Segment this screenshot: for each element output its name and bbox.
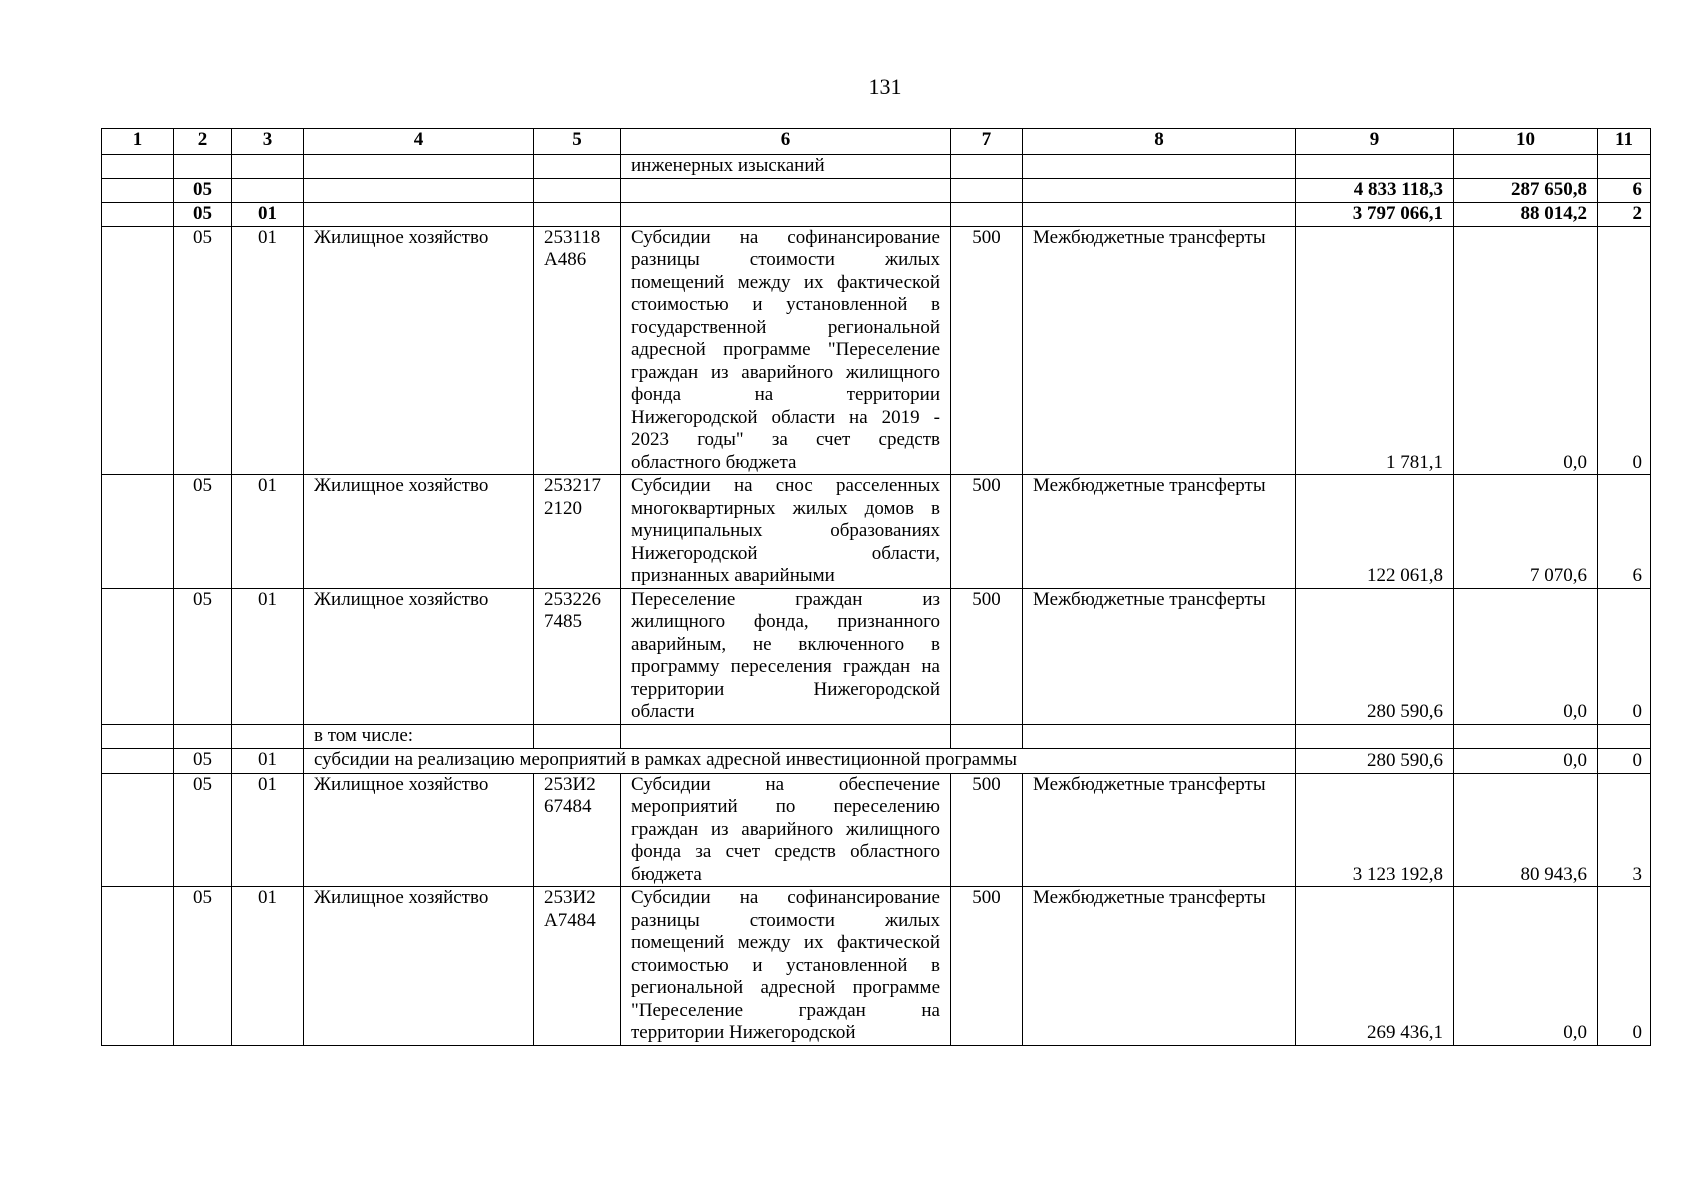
cell-section: 05 bbox=[174, 748, 232, 773]
cell-name bbox=[304, 178, 534, 202]
table-row bbox=[102, 202, 1651, 226]
cell-type-name: Межбюджетные трансферты bbox=[1023, 226, 1296, 475]
cell-section: 05 bbox=[174, 588, 232, 724]
cell-amount-10: 80 943,6 bbox=[1454, 773, 1598, 887]
cell-amount-10: 88 014,2 bbox=[1454, 202, 1598, 226]
cell-section: 05 bbox=[174, 178, 232, 202]
cell-description-line: стоимостью и установленной в bbox=[631, 954, 940, 976]
table-row bbox=[102, 773, 1651, 887]
header-cell-1: 1 bbox=[102, 129, 174, 155]
cell-type-code bbox=[951, 202, 1023, 226]
header-cell-11: 11 bbox=[1598, 129, 1651, 155]
cell-col1 bbox=[102, 724, 174, 748]
cell-description bbox=[621, 202, 951, 226]
cell-code-line: А7484 bbox=[544, 909, 596, 931]
table-row bbox=[102, 748, 1651, 773]
cell-code bbox=[534, 773, 621, 887]
cell-amount-10: 287 650,8 bbox=[1454, 178, 1598, 202]
cell-description-line: бюджета bbox=[631, 863, 702, 885]
cell-amount-10: 0,0 bbox=[1454, 226, 1598, 475]
cell-amount-11: 0 bbox=[1598, 588, 1651, 724]
header-cell-5: 5 bbox=[534, 129, 621, 155]
header-cell-9: 9 bbox=[1296, 129, 1454, 155]
cell-code-line: 67484 bbox=[544, 796, 592, 817]
cell-code-line: 253И2 bbox=[544, 773, 596, 795]
cell-description-line: жилищного фонда, признанного bbox=[631, 611, 940, 632]
cell-code-line: 253217 bbox=[544, 475, 601, 496]
cell-col1 bbox=[102, 475, 174, 589]
cell-description-line: адресной программе "Переселение bbox=[631, 339, 940, 360]
cell-code bbox=[534, 202, 621, 226]
table-row bbox=[102, 475, 1651, 589]
cell-code-line: 253И2 bbox=[544, 887, 596, 908]
cell-amount-11: 3 bbox=[1598, 773, 1651, 887]
cell-type-name: Межбюджетные трансферты bbox=[1023, 588, 1296, 724]
cell-code-line: 253226 bbox=[544, 588, 601, 610]
cell-description-line: граждан из аварийного жилищного bbox=[631, 818, 940, 840]
cell-amount-9 bbox=[1296, 724, 1454, 748]
cell-amount-10: 0,0 bbox=[1454, 887, 1598, 1046]
cell-description-line: разницы стоимости жилых bbox=[631, 909, 940, 931]
cell-amount-9: 269 436,1 bbox=[1296, 887, 1454, 1046]
cell-description-line: Субсидии на софинансирование bbox=[631, 887, 940, 908]
cell-description-line: Нижегородской области, bbox=[631, 542, 940, 564]
cell-col1 bbox=[102, 887, 174, 1046]
cell-section: 05 bbox=[174, 887, 232, 1046]
cell-description-line: Субсидии на обеспечение bbox=[631, 773, 940, 795]
cell-amount-10: 0,0 bbox=[1454, 588, 1598, 724]
cell-amount-10 bbox=[1454, 155, 1598, 179]
cell-description-line: граждан из аварийного жилищного bbox=[631, 361, 940, 383]
cell-description-line: Субсидии на снос расселенных bbox=[631, 475, 940, 496]
cell-name: в том числе: bbox=[304, 724, 534, 748]
cell-description-line: программу переселения граждан на bbox=[631, 656, 940, 677]
cell-type-name bbox=[1023, 724, 1296, 748]
cell-code-line: 253118 bbox=[544, 226, 601, 248]
cell-type-code: 500 bbox=[951, 475, 1023, 589]
cell-description-line: стоимостью и установленной в bbox=[631, 294, 940, 315]
cell-name: Жилищное хозяйство bbox=[304, 773, 534, 887]
cell-description-line: Нижегородской области на 2019 - bbox=[631, 406, 940, 428]
cell-description bbox=[621, 475, 951, 589]
cell-type-code bbox=[951, 724, 1023, 748]
cell-amount-10: 0,0 bbox=[1454, 748, 1598, 773]
cell-section bbox=[174, 724, 232, 748]
cell-subsection bbox=[232, 724, 304, 748]
cell-amount-9: 280 590,6 bbox=[1296, 588, 1454, 724]
header-cell-3: 3 bbox=[232, 129, 304, 155]
header-cell-4: 4 bbox=[304, 129, 534, 155]
cell-description-line: Переселение граждан из bbox=[631, 588, 940, 610]
cell-name: Жилищное хозяйство bbox=[304, 226, 534, 475]
cell-amount-11: 6 bbox=[1598, 475, 1651, 589]
cell-description-line: территории Нижегородской bbox=[631, 1022, 856, 1043]
cell-name: Жилищное хозяйство bbox=[304, 588, 534, 724]
cell-type-code bbox=[951, 155, 1023, 179]
cell-type-name: Межбюджетные трансферты bbox=[1023, 887, 1296, 1046]
cell-section: 05 bbox=[174, 202, 232, 226]
cell-code-line: А486 bbox=[544, 249, 587, 270]
cell-amount-9: 3 797 066,1 bbox=[1296, 202, 1454, 226]
cell-amount-11: 0 bbox=[1598, 887, 1651, 1046]
cell-description bbox=[621, 773, 951, 887]
cell-description-line: области bbox=[631, 701, 695, 722]
table-row bbox=[102, 588, 1651, 724]
cell-code-line: 7485 bbox=[544, 611, 582, 632]
cell-type-name bbox=[1023, 202, 1296, 226]
cell-description: инженерных изысканий bbox=[621, 155, 951, 179]
table-row bbox=[102, 226, 1651, 475]
cell-amount-10: 7 070,6 bbox=[1454, 475, 1598, 589]
cell-col1 bbox=[102, 226, 174, 475]
cell-name: Жилищное хозяйство bbox=[304, 887, 534, 1046]
table-body bbox=[102, 129, 1651, 1046]
cell-subsection: 01 bbox=[232, 475, 304, 589]
page-number: 131 bbox=[868, 74, 902, 99]
cell-type-code: 500 bbox=[951, 226, 1023, 475]
cell-amount-10 bbox=[1454, 724, 1598, 748]
cell-section bbox=[174, 155, 232, 179]
cell-description-line: областного бюджета bbox=[631, 451, 797, 473]
cell-col1 bbox=[102, 202, 174, 226]
cell-amount-9: 3 123 192,8 bbox=[1296, 773, 1454, 887]
cell-amount-9: 280 590,6 bbox=[1296, 748, 1454, 773]
cell-amount-11: 0 bbox=[1598, 748, 1651, 773]
cell-description bbox=[621, 887, 951, 1046]
cell-subsection: 01 bbox=[232, 226, 304, 475]
cell-amount-11: 2 bbox=[1598, 202, 1651, 226]
cell-section: 05 bbox=[174, 475, 232, 589]
cell-type-code bbox=[951, 178, 1023, 202]
cell-description-line: региональной адресной программе bbox=[631, 977, 940, 998]
cell-code bbox=[534, 724, 621, 748]
cell-description-line: аварийным, не включенного в bbox=[631, 633, 940, 655]
cell-amount-11: 0 bbox=[1598, 226, 1651, 475]
cell-code bbox=[534, 475, 621, 589]
cell-section: 05 bbox=[174, 773, 232, 887]
table-row bbox=[102, 155, 1651, 179]
cell-description-line: помещений между их фактической bbox=[631, 932, 940, 953]
cell-code bbox=[534, 588, 621, 724]
cell-col1 bbox=[102, 588, 174, 724]
cell-description bbox=[621, 178, 951, 202]
cell-col1 bbox=[102, 178, 174, 202]
cell-description-line: многоквартирных жилых домов в bbox=[631, 497, 940, 519]
budget-table bbox=[101, 128, 1651, 1046]
cell-code bbox=[534, 226, 621, 475]
cell-description-line: разницы стоимости жилых bbox=[631, 249, 940, 270]
cell-amount-9: 4 833 118,3 bbox=[1296, 178, 1454, 202]
cell-code bbox=[534, 178, 621, 202]
cell-subsection: 01 bbox=[232, 588, 304, 724]
cell-description-line: признанных аварийными bbox=[631, 565, 835, 586]
table-row bbox=[102, 887, 1651, 1046]
header-cell-10: 10 bbox=[1454, 129, 1598, 155]
cell-type-name bbox=[1023, 178, 1296, 202]
cell-description-line: фонда за счет средств областного bbox=[631, 841, 940, 862]
cell-name bbox=[304, 202, 534, 226]
cell-amount-9: 122 061,8 bbox=[1296, 475, 1454, 589]
cell-subsection: 01 bbox=[232, 887, 304, 1046]
cell-subsection: 01 bbox=[232, 202, 304, 226]
cell-subsection: 01 bbox=[232, 748, 304, 773]
cell-description bbox=[621, 226, 951, 475]
cell-type-code: 500 bbox=[951, 588, 1023, 724]
cell-description-line: "Переселение граждан на bbox=[631, 999, 940, 1021]
header-cell-2: 2 bbox=[174, 129, 232, 155]
cell-type-code: 500 bbox=[951, 887, 1023, 1046]
cell-amount-11: 6 bbox=[1598, 178, 1651, 202]
cell-description bbox=[621, 724, 951, 748]
cell-code bbox=[534, 155, 621, 179]
cell-code bbox=[534, 887, 621, 1046]
cell-span-text: субсидии на реализацию мероприятий в рамках адресной инвестиционной программы bbox=[304, 748, 1296, 773]
cell-col1 bbox=[102, 155, 174, 179]
cell-description-line: помещений между их фактической bbox=[631, 271, 940, 293]
cell-col1 bbox=[102, 773, 174, 887]
header-cell-7: 7 bbox=[951, 129, 1023, 155]
cell-code-line: 2120 bbox=[544, 497, 582, 519]
cell-subsection bbox=[232, 178, 304, 202]
table-row bbox=[102, 178, 1651, 202]
cell-type-name: Межбюджетные трансферты bbox=[1023, 773, 1296, 887]
cell-amount-11 bbox=[1598, 724, 1651, 748]
table-header-row bbox=[102, 129, 1651, 155]
cell-name: Жилищное хозяйство bbox=[304, 475, 534, 589]
table-row bbox=[102, 724, 1651, 748]
cell-description-line: Субсидии на софинансирование bbox=[631, 226, 940, 248]
cell-type-name: Межбюджетные трансферты bbox=[1023, 475, 1296, 589]
header-cell-6: 6 bbox=[621, 129, 951, 155]
header-cell-8: 8 bbox=[1023, 129, 1296, 155]
cell-description-line: государственной региональной bbox=[631, 316, 940, 338]
cell-type-name bbox=[1023, 155, 1296, 179]
cell-amount-9 bbox=[1296, 155, 1454, 179]
cell-section: 05 bbox=[174, 226, 232, 475]
cell-description-line: мероприятий по переселению bbox=[631, 796, 940, 817]
cell-type-code: 500 bbox=[951, 773, 1023, 887]
cell-description-line: муниципальных образованиях bbox=[631, 520, 940, 541]
cell-amount-9: 1 781,1 bbox=[1296, 226, 1454, 475]
cell-description bbox=[621, 588, 951, 724]
cell-description-line: фонда на территории bbox=[631, 384, 940, 405]
cell-description-line: 2023 годы" за счет средств bbox=[631, 429, 940, 450]
cell-amount-11 bbox=[1598, 155, 1651, 179]
cell-col1 bbox=[102, 748, 174, 773]
cell-description-line: территории Нижегородской bbox=[631, 678, 940, 700]
cell-subsection bbox=[232, 155, 304, 179]
cell-subsection: 01 bbox=[232, 773, 304, 887]
cell-name bbox=[304, 155, 534, 179]
